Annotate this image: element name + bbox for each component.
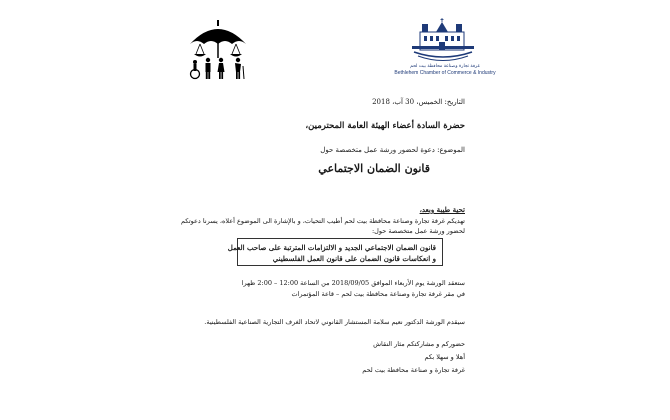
chamber-name-arabic: غرفة تجارة وصناعة محافظة بيت لحم bbox=[410, 64, 480, 69]
letter-signature: غرفة تجارة و صناعة محافظة بيت لحم bbox=[362, 366, 465, 374]
chamber-building-logo-icon bbox=[408, 18, 478, 62]
letter-date: التاريخ: الخميس، 30 آب، 2018 bbox=[372, 98, 465, 106]
workshop-topic-box bbox=[227, 238, 443, 266]
closing-welcome: أهلا و سهلا بكم bbox=[424, 353, 465, 361]
closing-attendance: حضوركم و مشاركتكم مثار النقاش bbox=[373, 340, 465, 348]
topic-line-1: قانون الضمان الاجتماعي الجديد و الالتزامات المترتبة على صاحب العمل bbox=[227, 243, 436, 252]
letter-title: قانون الضمان الاجتماعي bbox=[318, 162, 430, 175]
intro-line-2: لحضور ورشة عمل متخصصة حول: bbox=[371, 227, 465, 235]
workshop-location: في مقر غرفة تجارة وصناعة محافظة بيت لحم – قاعة المؤتمرات bbox=[291, 290, 465, 298]
chamber-name-english: Bethlehem Chamber of Commerce & Industry bbox=[394, 70, 496, 76]
social-protection-umbrella-icon bbox=[186, 18, 250, 80]
workshop-lecturer: سيقدم الورشة الدكتور نعيم سلامة المستشار القانوني لاتحاد الغرف التجارية الصناعية الفلسطينية. bbox=[204, 318, 465, 326]
letter-subject: الموضوع: دعوة لحضور ورشة عمل متخصصة حول bbox=[320, 146, 465, 154]
intro-line-1: تهديكم غرفة تجارة وصناعة محافظة بيت لحم أطيب التحيات، و بالإشارة الى الموضوع أعلاه، يسرنا دعوتكم bbox=[180, 217, 465, 225]
letter-salutation: تحية طيبة وبعد، bbox=[419, 205, 465, 214]
topic-line-2: و انعكاسات قانون الضمان على قانون العمل الفلسطيني bbox=[272, 254, 436, 263]
workshop-time: ستعقد الورشة يوم الأربعاء الموافق 2018/09/05 من الساعة 12:00 – 2:00 ظهرا bbox=[241, 279, 465, 287]
letter-greeting: حضرة السادة أعضاء الهيئة العامة المحترمين، bbox=[305, 121, 465, 131]
